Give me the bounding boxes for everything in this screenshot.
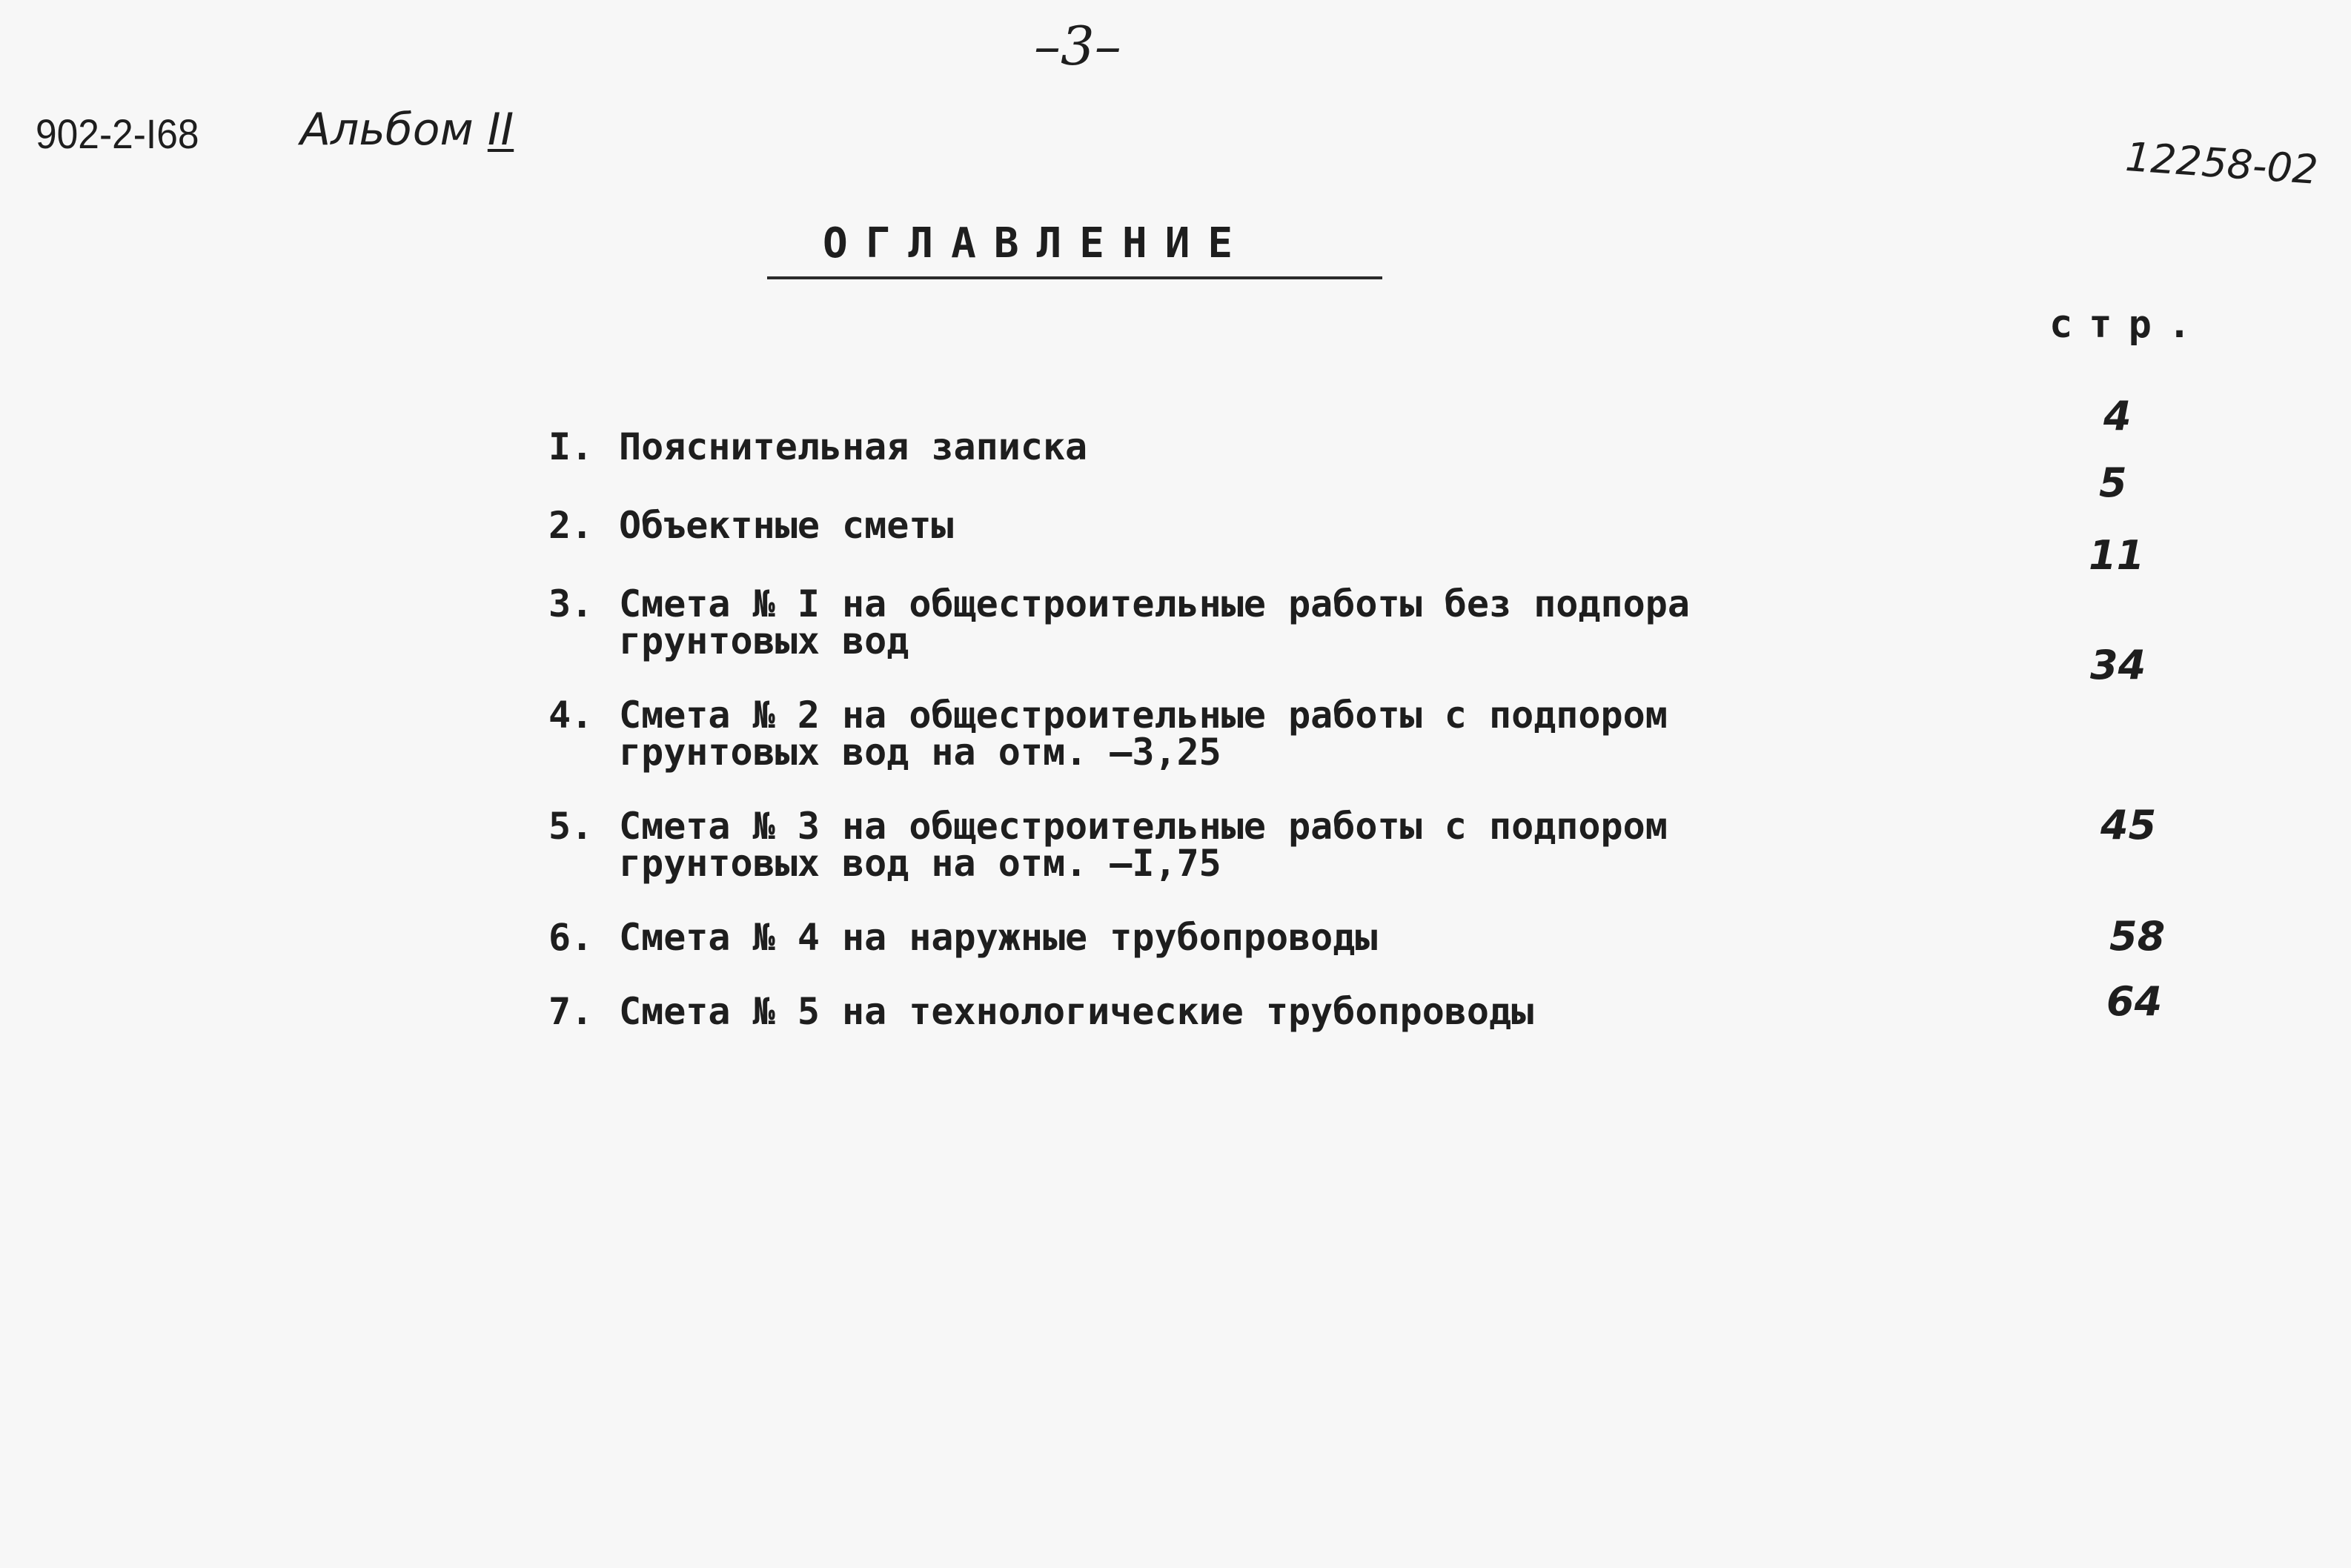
toc-item-page: 45 [2100, 802, 2157, 848]
toc-item-page: 4 [2103, 393, 2132, 439]
toc-item-number: 7. [548, 990, 594, 1033]
toc-item-number: 4. [548, 694, 594, 737]
page-column-header: стр. [2049, 302, 2208, 347]
toc-item-page: 5 [2099, 459, 2127, 506]
toc-item-text: Смета № 4 на наружные трубопроводы [619, 916, 1378, 959]
toc-item-page: 58 [2109, 913, 2166, 960]
toc-item [548, 694, 1668, 774]
toc-item-text: Смета № I на общестроительные работы без подпора грунтовых вод [619, 582, 1690, 662]
toc-item [548, 990, 1534, 1033]
toc-item-number: 2. [548, 504, 594, 547]
archive-number: 12258-02 [2123, 133, 2320, 193]
toc-item-text: Смета № 3 на общестроительные работы с подпором грунтовых вод на отм. –I,75 [619, 805, 1668, 885]
toc-title: ОГЛАВЛЕНИЕ [823, 219, 1251, 268]
toc-item-number: 3. [548, 582, 594, 625]
toc-item-text: Смета № 2 на общестроительные работы с подпором грунтовых вод на отм. –3,25 [619, 694, 1668, 774]
album-word: Альбом [300, 104, 474, 156]
toc-item-text: Объектные сметы [619, 504, 954, 547]
document-code: 902-2-I68 [36, 110, 199, 157]
toc-item-page: 64 [2106, 978, 2163, 1025]
toc-item [548, 425, 1088, 468]
toc-item [548, 582, 1690, 662]
toc-item-number: 6. [548, 916, 594, 959]
toc-item-number: I. [548, 425, 594, 468]
toc-item [548, 504, 954, 547]
toc-item-text: Смета № 5 на технологические трубопроводы [619, 990, 1534, 1033]
toc-item-number: 5. [548, 805, 594, 848]
toc-item-page: 11 [2089, 532, 2145, 579]
album-number: II [487, 104, 514, 156]
toc-item-page: 34 [2090, 642, 2146, 688]
toc-item [548, 916, 1378, 959]
album-label [300, 104, 514, 156]
title-underline [767, 276, 1382, 279]
toc-item [548, 805, 1668, 885]
toc-item-text: Пояснительная записка [619, 425, 1088, 468]
page-number: –3– [1034, 15, 1121, 77]
